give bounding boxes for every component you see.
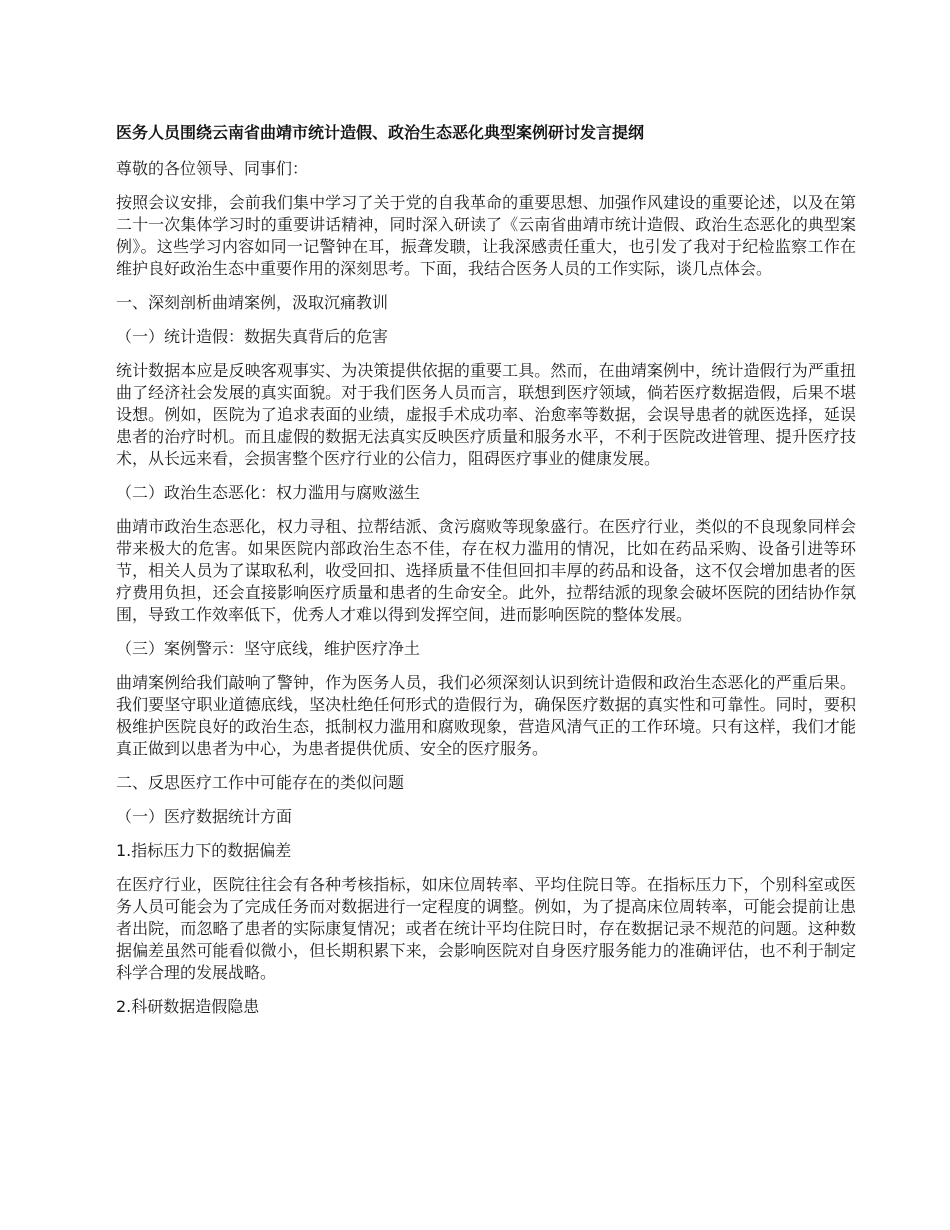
paragraph-1-3: 曲靖案例给我们敲响了警钟，作为医务人员，我们必须深刻认识到统计造假和政治生态恶化的严重后果。我们要坚守职业道德底线，坚决杜绝任何形式的造假行为，确保医疗数据的真实性和可靠性。同时，要积极维护医院良好的政治生态，抵制权力滥用和腐败现象，营造风清气正的工作环境。只有这样，我们才能真正做到以患者为中心，为患者提供优质、安全的医疗服务。 [116, 673, 856, 758]
paragraph-1-2: 曲靖市政治生态恶化，权力寻租、拉帮结派、贪污腐败等现象盛行。在医疗行业，类似的不良现象同样会带来极大的危害。如果医院内部政治生态不佳，存在权力滥用的情况，比如在药品采购、设备引进等环节，相关人员为了谋取私利，收受回扣、选择质量不佳但回扣丰厚的药品和设备，这不仅会增加患者的医疗费用负担，还会直接影响医疗质量和患者的生命安全。此外，拉帮结派的现象会破坏医院的团结协作氛围，导致工作效率低下，优秀人才难以得到发挥空间，进而影响医院的整体发展。 [116, 517, 856, 624]
item-heading-2-1-1: 1.指标压力下的数据偏差 [116, 841, 292, 860]
subsection-heading-2-1: （一）医疗数据统计方面 [116, 807, 293, 826]
paragraph-2-1-1: 在医疗行业，医院往往会有各种考核指标，如床位周转率、平均住院日等。在指标压力下，个别科室或医务人员可能会为了完成任务而对数据进行一定程度的调整。例如，为了提高床位周转率，可能会提前让患者出院，而忽略了患者的实际康复情况；或者在统计平均住院日时，存在数据记录不规范的问题。这种数据偏差虽然可能看似微小，但长期积累下来，会影响医院对自身医疗服务能力的准确评估，也不利于制定科学合理的发展战略。 [116, 875, 856, 982]
subsection-heading-1-2: （二）政治生态恶化：权力滥用与腐败滋生 [116, 483, 421, 502]
subsection-heading-1-1: （一）统计造假：数据失真背后的危害 [116, 327, 389, 346]
greeting: 尊敬的各位领导、同事们： [116, 159, 309, 178]
subsection-heading-1-3: （三）案例警示：坚守底线，维护医疗净土 [116, 639, 421, 658]
paragraph-1-1: 统计数据本应是反映客观事实、为决策提供依据的重要工具。然而，在曲靖案例中，统计造假行为严重扭曲了经济社会发展的真实面貌。对于我们医务人员而言，联想到医疗领域，倘若医疗数据造假，后果不堪设想。例如，医院为了追求表面的业绩，虚报手术成功率、治愈率等数据，会误导患者的就医选择，延误患者的治疗时机。而且虚假的数据无法真实反映医疗质量和服务水平，不利于医院改进管理、提升医疗技术，从长远来看，会损害整个医疗行业的公信力，阻碍医疗事业的健康发展。 [116, 361, 856, 468]
document-page [116, 122, 856, 1030]
item-heading-2-1-2: 2.科研数据造假隐患 [116, 997, 260, 1016]
document-title: 医务人员围绕云南省曲靖市统计造假、政治生态恶化典型案例研讨发言提纲 [116, 123, 645, 142]
intro-paragraph: 按照会议安排，会前我们集中学习了关于党的自我革命的重要思想、加强作风建设的重要论述，以及在第二十一次集体学习时的重要讲话精神，同时深入研读了《云南省曲靖市统计造假、政治生态恶化的典型案例》。这些学习内容如同一记警钟在耳，振聋发聩，让我深感责任重大，也引发了我对于纪检监察工作在维护良好政治生态中重要作用的深刻思考。下面，我结合医务人员的工作实际，谈几点体会。 [116, 193, 856, 278]
section-heading-1: 一、深刻剖析曲靖案例，汲取沉痛教训 [116, 293, 389, 312]
section-heading-2: 二、反思医疗工作中可能存在的类似问题 [116, 773, 405, 792]
